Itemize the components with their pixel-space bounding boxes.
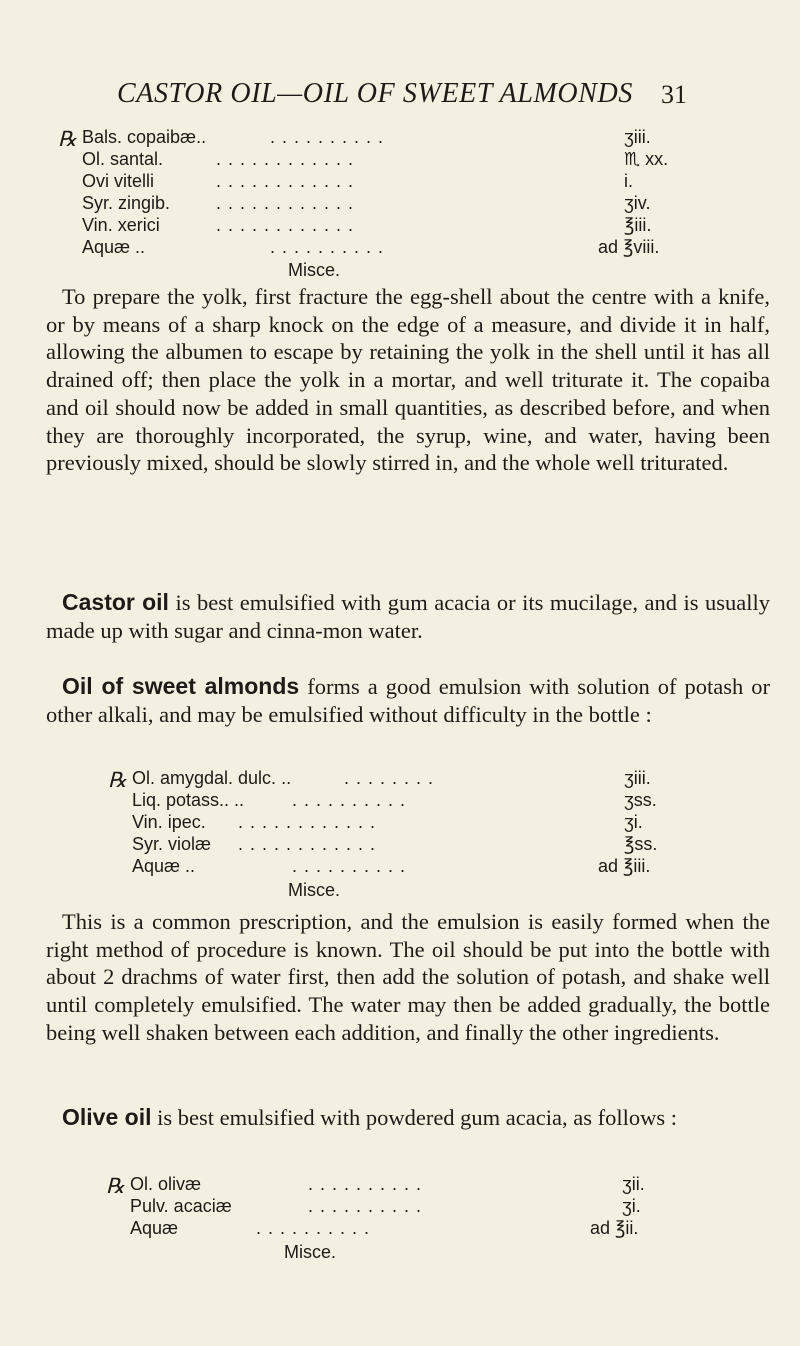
- prescription-row: [58, 193, 758, 215]
- castor-oil-heading: Castor oil: [62, 589, 169, 615]
- running-title: CASTOR OIL—OIL OF SWEET ALMONDS: [117, 78, 633, 109]
- paragraph-olive-oil: [46, 1104, 770, 1132]
- quantity: ʒiii.: [624, 768, 651, 788]
- leader-dots: . . . . . . . . . . . .: [216, 149, 355, 169]
- sweet-almonds-text: forms a good emulsion with solution of potash or other alkali, and may be emulsified without difficulty in the bottle :: [46, 674, 771, 727]
- paragraph-sweet-almonds: [46, 673, 770, 728]
- rx-symbol: ℞: [58, 127, 77, 151]
- prescription-row: [58, 215, 758, 237]
- quantity: ℥ss.: [624, 834, 658, 854]
- sweet-almonds-heading: Oil of sweet almonds: [62, 673, 300, 699]
- prescription-row: [106, 1196, 756, 1218]
- ingredient: Ovi vitelli: [82, 171, 155, 191]
- ingredient: Aquæ ..: [132, 856, 196, 876]
- ingredient: Liq. potass.. ..: [132, 790, 245, 810]
- leader-dots: . . . . . . . . . .: [292, 790, 407, 810]
- leader-dots: . . . . . . . .: [344, 768, 435, 788]
- paragraph-common-prescription: This is a common prescription, and the emulsion is easily formed when the right method of procedure is known. The oil should be put into the bottle with about 2 drachms of water first, then add the solution of potash, and shake well until completely emulsified. The water may then be added gradually, the bottle being well shaken between each addition, and finally the other ingredients.: [46, 909, 770, 1045]
- quantity: ʒss.: [624, 790, 657, 810]
- rx-symbol: ℞: [106, 1174, 125, 1198]
- ingredient: Syr. zingib.: [82, 193, 171, 213]
- misce-label: Misce.: [288, 880, 341, 900]
- leader-dots: . . . . . . . . . . . .: [238, 834, 377, 854]
- castor-oil-text: is best emulsified with gum acacia or its mucilage, and is usually made up with sugar and cinna-mon water.: [46, 590, 770, 643]
- quantity: ʒii.: [622, 1174, 645, 1194]
- leader-dots: . . . . . . . . . .: [308, 1196, 423, 1216]
- ingredient: Syr. violæ: [132, 834, 212, 854]
- prescription-row: [108, 834, 758, 856]
- prescription-row: [106, 1174, 756, 1196]
- ingredient: Ol. santal.: [82, 149, 164, 169]
- ingredient: Aquæ ..: [82, 237, 146, 257]
- prescription-olive: [106, 1174, 756, 1262]
- quantity: ad ℥viii.: [598, 237, 660, 257]
- prescription-row: [58, 127, 758, 149]
- running-header: [117, 78, 687, 118]
- leader-dots: . . . . . . . . . .: [292, 856, 407, 876]
- prescription-row: [58, 171, 758, 193]
- prescription-row: [58, 149, 758, 171]
- leader-dots: . . . . . . . . . . . .: [216, 193, 355, 213]
- quantity: ʒi.: [622, 1196, 641, 1216]
- leader-dots: . . . . . . . . . .: [308, 1174, 423, 1194]
- misce-label: Misce.: [284, 1242, 337, 1262]
- misce-label: Misce.: [288, 260, 341, 280]
- prescription-row: [108, 856, 758, 878]
- paragraph-yolk: To prepare the yolk, first fracture the egg-shell about the centre with a knife, or by means of a sharp knock on the edge of a measure, and divide it in half, allowing the albumen to escape by retaining the yolk in the shell until it has all drained off; then place the yolk in a mortar, and well triturate it. The copaiba and oil should now be added in small quantities, as described before, and when they are thoroughly incorporated, the syrup, wine, and water, having been previously mixed, should be slowly stirred in, and the whole well triturated.: [46, 284, 770, 476]
- quantity: ad ℥iii.: [598, 856, 651, 876]
- olive-oil-text: is best emulsified with powdered gum acacia, as follows :: [151, 1105, 677, 1130]
- leader-dots: . . . . . . . . . . . .: [216, 215, 355, 235]
- prescription-row: [106, 1218, 756, 1240]
- prescription-almond: [108, 768, 758, 900]
- leader-dots: . . . . . . . . . . . .: [216, 171, 355, 191]
- leader-dots: . . . . . . . . . . . .: [238, 812, 377, 832]
- ingredient: Vin. xerici: [82, 215, 160, 235]
- leader-dots: . . . . . . . . . .: [270, 237, 385, 257]
- ingredient: Ol. olivæ: [130, 1174, 202, 1194]
- quantity: ℥iii.: [624, 215, 652, 235]
- page-number: 31: [661, 80, 687, 109]
- quantity: ʒiv.: [624, 193, 651, 213]
- leader-dots: . . . . . . . . . .: [270, 127, 385, 147]
- prescription-row: [108, 768, 758, 790]
- paragraph-castor-oil: [46, 589, 770, 644]
- prescription-copaiba: [58, 127, 758, 280]
- quantity: ʒi.: [624, 812, 643, 832]
- ingredient: Aquæ: [130, 1218, 179, 1238]
- ingredient: Ol. amygdal. dulc. ..: [132, 768, 292, 788]
- ingredient: Bals. copaibæ..: [82, 127, 207, 147]
- ingredient: Pulv. acaciæ: [130, 1196, 232, 1216]
- quantity: i.: [624, 171, 633, 191]
- quantity: ʒiii.: [624, 127, 651, 147]
- ingredient: Vin. ipec.: [132, 812, 206, 832]
- olive-oil-heading: Olive oil: [62, 1104, 152, 1130]
- prescription-row: [108, 790, 758, 812]
- prescription-row: [58, 237, 758, 259]
- quantity: ♏ xx.: [624, 149, 669, 169]
- rx-symbol: ℞: [108, 768, 127, 792]
- leader-dots: . . . . . . . . . .: [256, 1218, 371, 1238]
- prescription-row: [108, 812, 758, 834]
- quantity: ad ℥ii.: [590, 1218, 639, 1238]
